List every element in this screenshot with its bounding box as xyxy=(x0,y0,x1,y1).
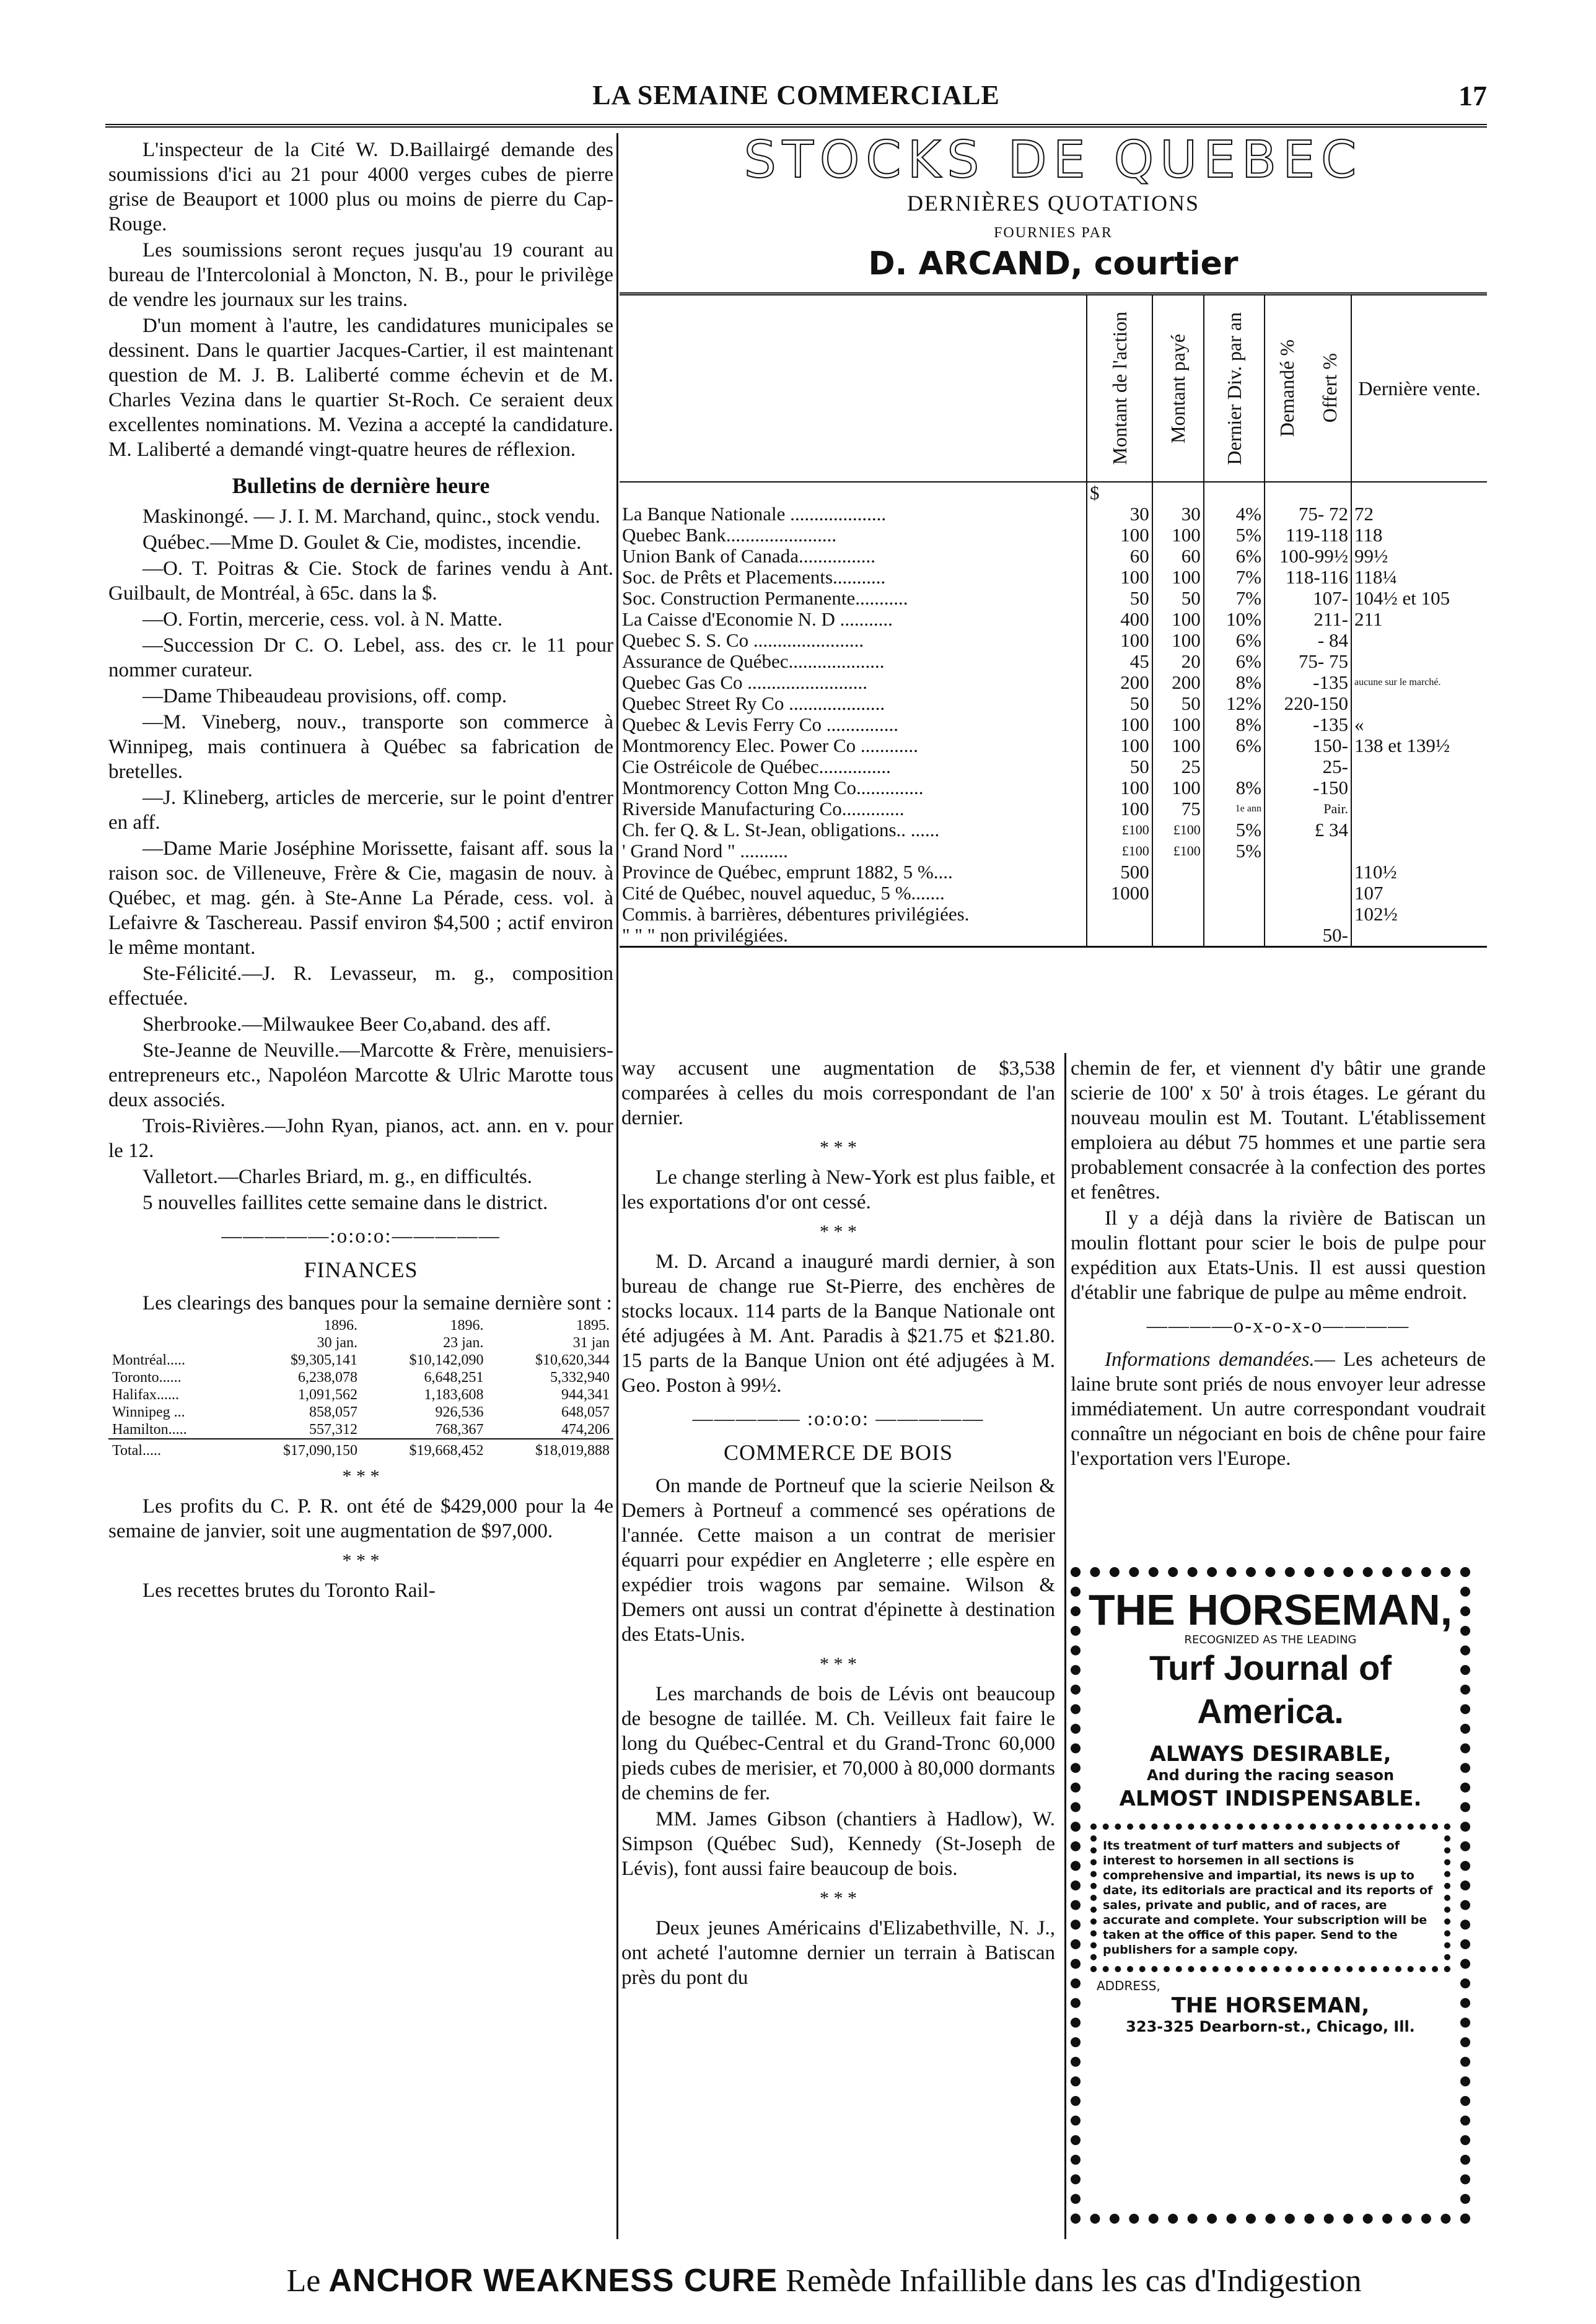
dividende: 10% xyxy=(1204,609,1265,630)
table-row xyxy=(620,672,1487,693)
table-row xyxy=(620,651,1487,672)
bulletin-item: —O. T. Poitras & Cie. Stock de farines vendu à Ant. Guilbault, de Montréal, à 65c. dans la $. xyxy=(108,557,613,605)
demande-offert: £ 34 xyxy=(1265,819,1351,841)
value-cell: 5,332,940 xyxy=(550,1370,610,1386)
page-header xyxy=(105,74,1487,128)
table-row-total xyxy=(108,1439,613,1459)
derniere-vente xyxy=(1351,777,1487,798)
table-row xyxy=(108,1404,613,1421)
stock-name: Quebec & Levis Ferry Co ............... xyxy=(622,714,898,735)
dividende: 6% xyxy=(1204,630,1265,651)
stock-name: ' Grand Nord " .......... xyxy=(622,841,788,862)
stocks-broker: D. ARCAND, courtier xyxy=(868,245,1239,282)
value-cell: 926,536 xyxy=(435,1404,484,1420)
city-cell: Montréal..... xyxy=(112,1352,185,1368)
montant-action: £100 xyxy=(1087,819,1152,841)
derniere-vente xyxy=(1351,798,1487,819)
montant-action: 1000 xyxy=(1087,883,1152,904)
bulletin-item: Ste-Jeanne de Neuville.—Marcotte & Frère, menuisiers-entrepreneurs etc., Napoléon Marcotte & Ulric Marotte tous deux associés. xyxy=(108,1039,613,1111)
table-row xyxy=(620,546,1487,567)
stock-name: La Caisse d'Economie N. D ........... xyxy=(622,609,893,630)
montant-paye xyxy=(1152,883,1204,904)
newspaper-title: LA SEMAINE COMMERCIALE xyxy=(592,80,1000,110)
paragraph: Le change sterling à New-York est plus faible, et les exportations d'or ont cessé. xyxy=(621,1166,1055,1213)
dividende: 12% xyxy=(1204,693,1265,714)
stock-name: Assurance de Québec.................... xyxy=(622,651,885,672)
table-row xyxy=(620,798,1487,819)
stock-name: Montmorency Elec. Power Co ............ xyxy=(622,735,918,756)
stock-name: " " " non privilégiées. xyxy=(622,925,788,946)
montant-action: 100 xyxy=(1087,567,1152,588)
city-cell: Halifax...... xyxy=(112,1387,179,1403)
dividende: 8% xyxy=(1204,714,1265,735)
montant-action: 45 xyxy=(1087,651,1152,672)
demande-offert: 107- xyxy=(1265,588,1351,609)
table-row xyxy=(620,756,1487,777)
year-cell: 1896. xyxy=(323,1317,357,1334)
demande-offert: -150 xyxy=(1265,777,1351,798)
header-label: Dernière vente. xyxy=(1358,377,1481,400)
montant-paye: 100 xyxy=(1152,525,1204,546)
footer-brand: ANCHOR WEAKNESS CURE xyxy=(328,2263,778,2299)
ad-address: 323-325 Dearborn-st., Chicago, Ill. xyxy=(1126,2018,1415,2035)
derniere-vente xyxy=(1351,819,1487,841)
value-cell: 1,091,562 xyxy=(297,1387,357,1403)
demande-offert: 50- xyxy=(1265,925,1351,947)
header-blank xyxy=(620,294,1087,483)
bulletin-item: —Succession Dr C. O. Lebel, ass. des cr. le 11 pour nommer curateur. xyxy=(108,634,613,681)
dividende: 6% xyxy=(1204,546,1265,567)
demande-offert: - 84 xyxy=(1265,630,1351,651)
derniere-vente: « xyxy=(1351,714,1487,735)
stock-name: Quebec Gas Co ......................... xyxy=(622,672,868,693)
stock-name: Ch. fer Q. & L. St-Jean, obligations.. ...... xyxy=(622,819,940,841)
paragraph: Il y a déjà dans la rivière de Batiscan un moulin flottant pour scier le bois de pulpe pour expédition aux Etats-Unis. Il est aussi question d'établir une fabrique de pulpe au même endroit. xyxy=(1071,1207,1486,1304)
derniere-vente: 107 xyxy=(1351,883,1487,904)
demande-offert xyxy=(1265,841,1351,862)
demande-offert xyxy=(1265,862,1351,883)
dividende xyxy=(1204,883,1265,904)
demande-offert: 150- xyxy=(1265,735,1351,756)
value-cell: 557,312 xyxy=(309,1422,357,1438)
demande-offert xyxy=(1265,904,1351,925)
header-dernier-div xyxy=(1204,294,1265,483)
total-label: Total..... xyxy=(108,1439,235,1459)
montant-paye: £100 xyxy=(1152,819,1204,841)
montant-paye: 200 xyxy=(1152,672,1204,693)
dollar-sign: $ xyxy=(1087,482,1152,504)
derniere-vente xyxy=(1351,756,1487,777)
montant-action: 50 xyxy=(1087,693,1152,714)
total-cell: $19,668,452 xyxy=(361,1439,487,1459)
montant-paye: 50 xyxy=(1152,588,1204,609)
derniere-vente: 118¼ xyxy=(1351,567,1487,588)
value-cell: 944,341 xyxy=(561,1387,610,1403)
table-row xyxy=(620,883,1487,904)
header-label: Offert % xyxy=(1318,353,1341,424)
derniere-vente: 211 xyxy=(1351,609,1487,630)
table-row xyxy=(620,630,1487,651)
derniere-vente xyxy=(1351,925,1487,947)
total-cell: $18,019,888 xyxy=(487,1439,613,1459)
demande-offert: -135 xyxy=(1265,714,1351,735)
paragraph: Les profits du C. P. R. ont été de $429,000 pour la 4e semaine de janvier, soit une augmentation de $97,000. xyxy=(108,1495,613,1542)
bulletin-item: Trois-Rivières.—John Ryan, pianos, act. ann. en v. pour le 12. xyxy=(108,1115,613,1162)
stock-name: Montmorency Cotton Mng Co.............. xyxy=(622,777,924,798)
clearings-table xyxy=(108,1317,613,1459)
asterism: * * * xyxy=(342,1466,380,1487)
paragraph: way accusent une augmentation de $3,538 comparées à celles du mois correspondant de l'an dernier. xyxy=(621,1057,1055,1129)
dividende xyxy=(1204,904,1265,925)
value-cell: $10,620,344 xyxy=(535,1352,610,1368)
table-row xyxy=(620,904,1487,925)
ad-journal: Turf Journal of America. xyxy=(1149,1648,1392,1731)
table-row xyxy=(620,567,1487,588)
stocks-by: FOURNIES PAR xyxy=(994,225,1113,241)
footer-post: Remède Infaillible dans les cas d'Indigestion xyxy=(786,2263,1362,2299)
column-rule xyxy=(1064,1053,1066,2239)
city-cell: Toronto...... xyxy=(112,1370,182,1386)
header-derniere-vente xyxy=(1351,294,1487,483)
ad-body: Its treatment of turf matters and subjects of interest to horsemen in all sections is comprehensive and impartial, its news is up to date, its editorials are practical and its reports of sales, private and public, and of races, are accurate and complete. Your subscription will be taken at the office of this paper. Send to the publishers for a sample copy. xyxy=(1090,1824,1450,1972)
stock-name: Soc. Construction Permanente........... xyxy=(622,588,908,609)
table-header-row xyxy=(620,294,1487,483)
table-row xyxy=(620,735,1487,756)
montant-paye: 60 xyxy=(1152,546,1204,567)
ad-recognized: RECOGNIZED AS THE LEADING xyxy=(1184,1633,1357,1646)
stock-name: Quebec Street Ry Co .................... xyxy=(622,693,885,714)
derniere-vente: aucune sur le marché. xyxy=(1351,672,1487,693)
quotations-table xyxy=(620,292,1487,948)
paragraph: D'un moment à l'autre, les candidatures municipales se dessinent. Dans le quartier Jacques-Cartier, il est maintenant question de M. J. B. Laliberté comme échevin et de M. Charles Vezina dans le quartier St-Roch. Ce seraient deux excellentes nominations. M. Vezina a accepté la candidature. M. Laliberté a demandé vingt-quatre heures de réflexion. xyxy=(108,315,613,461)
total-cell: $17,090,150 xyxy=(235,1439,361,1459)
section-heading-bulletins: Bulletins de dernière heure xyxy=(232,473,490,498)
column-right xyxy=(1071,1056,1486,1472)
stock-name: La Banque Nationale .................... xyxy=(622,504,887,525)
derniere-vente xyxy=(1351,651,1487,672)
derniere-vente: 110½ xyxy=(1351,862,1487,883)
year-cell: 1896. xyxy=(450,1317,484,1334)
paragraph-text: — Les acheteurs de laine brute sont priés de nous envoyer leur adresse immédiatement. Un autre correspondant voudrait connaître un négociant en bois de chêne pour faire l'exportation vers l'Europe. xyxy=(1071,1348,1486,1470)
demande-offert: 119-118 xyxy=(1265,525,1351,546)
montant-action: 500 xyxy=(1087,862,1152,883)
column-rule xyxy=(616,133,618,2239)
bulletin-item: —Dame Marie Joséphine Morissette, faisant aff. sous la raison soc. de Villeneuve, Frère & Cie, magasin de nouv. à Québec, et mag. gén. à Ste-Anne La Pérade, cess. vol. à Lefaivre & Taschereau. Passif environ $4,500 ; actif environ le même montant. xyxy=(108,837,613,959)
table-row xyxy=(620,693,1487,714)
dividende: 8% xyxy=(1204,672,1265,693)
stock-name: Cie Ostréicole de Québec............... xyxy=(622,756,891,777)
demande-offert: 75- 75 xyxy=(1265,651,1351,672)
montant-action: 50 xyxy=(1087,588,1152,609)
montant-action: 400 xyxy=(1087,609,1152,630)
table-row xyxy=(108,1317,613,1334)
montant-action: 100 xyxy=(1087,735,1152,756)
separator: ————o-x-o-x-o———— xyxy=(1146,1315,1410,1337)
table-row xyxy=(620,714,1487,735)
value-cell: $9,305,141 xyxy=(290,1352,357,1368)
column-middle xyxy=(621,1056,1055,1991)
dividende: 5% xyxy=(1204,841,1265,862)
bulletin-item: Québec.—Mme D. Goulet & Cie, modistes, incendie. xyxy=(142,531,582,554)
table-row xyxy=(108,1369,613,1386)
derniere-vente: 138 et 139½ xyxy=(1351,735,1487,756)
separator: ————— :o:o:o: ————— xyxy=(692,1408,984,1430)
montant-action: £100 xyxy=(1087,841,1152,862)
demande-offert: -135 xyxy=(1265,672,1351,693)
stock-name: Quebec S. S. Co ....................... xyxy=(622,630,864,651)
stocks-quotations xyxy=(620,133,1487,948)
montant-paye: £100 xyxy=(1152,841,1204,862)
header-label: Demandé % xyxy=(1275,339,1298,437)
header-demande-offert xyxy=(1265,294,1351,483)
demande-offert: 220-150 xyxy=(1265,693,1351,714)
stock-name: Province de Québec, emprunt 1882, 5 %.... xyxy=(622,862,953,883)
table-row xyxy=(620,862,1487,883)
value-cell: 1,183,608 xyxy=(424,1387,484,1403)
montant-action: 30 xyxy=(1087,504,1152,525)
bulletin-item: —M. Vineberg, nouv., transporte son commerce à Winnipeg, mais continuera à Québec sa fabrication de bretelles. xyxy=(108,711,613,783)
asterism: * * * xyxy=(820,1137,857,1158)
stocks-title: STOCKS DE QUEBEC xyxy=(743,131,1363,190)
stock-name: Cité de Québec, nouvel aqueduc, 5 %....... xyxy=(622,883,945,904)
table-row xyxy=(108,1421,613,1439)
derniere-vente: 104½ et 105 xyxy=(1351,588,1487,609)
montant-paye: 30 xyxy=(1152,504,1204,525)
header-label: Dernier Div. par an xyxy=(1222,312,1245,465)
dividende: 8% xyxy=(1204,777,1265,798)
value-cell: 6,238,078 xyxy=(297,1370,357,1386)
demande-offert: 211- xyxy=(1265,609,1351,630)
table-row xyxy=(620,841,1487,862)
derniere-vente: 99½ xyxy=(1351,546,1487,567)
informations-heading: Informations demandées. xyxy=(1105,1348,1315,1371)
dividende: 6% xyxy=(1204,735,1265,756)
montant-paye xyxy=(1152,925,1204,947)
bulletin-item: Ste-Félicité.—J. R. Levasseur, m. g., composition effectuée. xyxy=(108,963,613,1010)
table-row xyxy=(620,482,1487,504)
bulletin-item: —Dame Thibeaudeau provisions, off. comp. xyxy=(142,685,507,707)
montant-action: 50 xyxy=(1087,756,1152,777)
value-cell: 6,648,251 xyxy=(424,1370,484,1386)
paragraph: Deux jeunes Américains d'Elizabethville, N. J., ont acheté l'automne dernier un terrain à Batiscan près du pont du xyxy=(621,1917,1055,1989)
paragraph: Les marchands de bois de Lévis ont beaucoup de besogne de taillée. M. Ch. Veilleux fait faire le long du Québec-Central et du Grand-Tronc 60,000 pieds cubes de merisier, et 70,000 à 80,000 dormants de chemins de fer. xyxy=(621,1683,1055,1804)
date-cell: 31 jan xyxy=(572,1335,610,1351)
montant-paye: 75 xyxy=(1152,798,1204,819)
bulletin-item: Valletort.—Charles Briard, m. g., en difficultés. xyxy=(142,1166,532,1188)
montant-action: 200 xyxy=(1087,672,1152,693)
montant-paye: 100 xyxy=(1152,777,1204,798)
montant-paye: 100 xyxy=(1152,714,1204,735)
paragraph xyxy=(1071,1347,1486,1471)
horseman-advertisement xyxy=(1071,1567,1470,2224)
footer-advertisement xyxy=(273,2262,1375,2299)
bulletin-item: —J. Klineberg, articles de mercerie, sur le point d'entrer en aff. xyxy=(108,787,613,834)
value-cell: 858,057 xyxy=(309,1404,357,1420)
montant-paye: 100 xyxy=(1152,567,1204,588)
header-label: Montant de l'action xyxy=(1108,312,1131,465)
table-row xyxy=(620,819,1487,841)
montant-action xyxy=(1087,904,1152,925)
montant-paye xyxy=(1152,904,1204,925)
stock-name: Riverside Manufacturing Co............. xyxy=(622,798,905,819)
table-row xyxy=(108,1334,613,1352)
dividende: 5% xyxy=(1204,525,1265,546)
ad-address-name: THE HORSEMAN, xyxy=(1171,1993,1370,2018)
separator: —————:o:o:o:————— xyxy=(221,1225,501,1247)
montant-paye xyxy=(1152,862,1204,883)
asterism: * * * xyxy=(820,1888,857,1908)
ad-title: THE HORSEMAN, xyxy=(1088,1586,1453,1634)
stock-name: Union Bank of Canada................ xyxy=(622,546,875,567)
derniere-vente xyxy=(1351,841,1487,862)
asterism: * * * xyxy=(342,1550,380,1571)
header-label: Montant payé xyxy=(1167,333,1190,443)
bulletin-item: 5 nouvelles faillites cette semaine dans le district. xyxy=(142,1192,548,1214)
montant-paye: 50 xyxy=(1152,693,1204,714)
dividende: 7% xyxy=(1204,567,1265,588)
stocks-subtitle: DERNIÈRES QUOTATIONS xyxy=(906,191,1200,216)
dividende: 6% xyxy=(1204,651,1265,672)
table-row xyxy=(620,777,1487,798)
table-row xyxy=(620,609,1487,630)
table-row xyxy=(108,1386,613,1404)
column-left xyxy=(108,138,613,1604)
montant-action: 100 xyxy=(1087,798,1152,819)
dividende xyxy=(1204,756,1265,777)
paragraph: L'inspecteur de la Cité W. D.Baillairgé demande des soumissions d'ici au 21 pour 4000 verges cubes de pierre grise de Beauport et 1000 plus ou moins de pierre du Cap-Rouge. xyxy=(108,139,613,235)
paragraph: MM. James Gibson (chantiers à Hadlow), W. Simpson (Québec Sud), Kennedy (St-Joseph de Lévis), font aussi faire beaucoup de bois. xyxy=(621,1808,1055,1880)
date-cell: 30 jan. xyxy=(317,1335,357,1351)
montant-paye: 100 xyxy=(1152,609,1204,630)
dividende: 4% xyxy=(1204,504,1265,525)
asterism: * * * xyxy=(820,1654,857,1674)
stock-name: Commis. à barrières, débentures privilégiées. xyxy=(622,904,970,925)
paragraph: On mande de Portneuf que la scierie Neilson & Demers à Portneuf a commencé ses opérations de l'année. Cette maison a un contrat de merisier équarri pour expédier en Angleterre ; elle espère en expédier trois wagons par semaine. Wilson & Demers ont aussi un contrat d'épinette à destination des Etats-Unis. xyxy=(621,1475,1055,1646)
stock-name: Quebec Bank....................... xyxy=(622,525,837,546)
quotations-body xyxy=(620,482,1487,947)
derniere-vente xyxy=(1351,693,1487,714)
ad-during: And during the racing season xyxy=(1146,1767,1395,1784)
value-cell: $10,142,090 xyxy=(409,1352,484,1368)
paragraph: M. D. Arcand a inauguré mardi dernier, à son bureau de change rue St-Pierre, des enchères de stocks locaux. 114 parts de la Banque Nationale ont été adjugées à M. Ant. Paradis à $21.75 et $21.80. 15 parts de la Banque Union ont été adjugées à M. Geo. Poston à 99½. xyxy=(621,1251,1055,1397)
bulletin-item: —O. Fortin, mercerie, cess. vol. à N. Matte. xyxy=(142,608,503,631)
montant-action: 100 xyxy=(1087,777,1152,798)
derniere-vente: 102½ xyxy=(1351,904,1487,925)
montant-paye: 25 xyxy=(1152,756,1204,777)
table-row xyxy=(620,525,1487,546)
table-row xyxy=(108,1352,613,1369)
dividende: 7% xyxy=(1204,588,1265,609)
derniere-vente xyxy=(1351,630,1487,651)
bulletin-item: Maskinongé. — J. I. M. Marchand, quinc., stock vendu. xyxy=(142,505,600,528)
year-cell: 1895. xyxy=(576,1317,610,1334)
montant-paye: 100 xyxy=(1152,630,1204,651)
demande-offert: 25- xyxy=(1265,756,1351,777)
page-number: 17 xyxy=(1458,80,1487,111)
date-cell: 23 jan. xyxy=(443,1335,484,1351)
table-row xyxy=(620,588,1487,609)
montant-paye: 100 xyxy=(1152,735,1204,756)
city-cell: Winnipeg ... xyxy=(112,1404,185,1420)
stock-name: Soc. de Prêts et Placements........... xyxy=(622,567,886,588)
table-row xyxy=(620,504,1487,525)
dividende xyxy=(1204,862,1265,883)
footer-pre: Le xyxy=(286,2263,321,2299)
demande-offert: 75- 72 xyxy=(1265,504,1351,525)
derniere-vente: 72 xyxy=(1351,504,1487,525)
value-cell: 474,206 xyxy=(561,1422,610,1438)
ad-always: ALWAYS DESIRABLE, xyxy=(1149,1742,1392,1767)
montant-action xyxy=(1087,925,1152,947)
demande-offert: 100-99½ xyxy=(1265,546,1351,567)
ad-address-label: ADDRESS, xyxy=(1097,1978,1160,1993)
paragraph: Les recettes brutes du Toronto Rail- xyxy=(142,1579,436,1602)
section-heading-finances: FINANCES xyxy=(304,1257,418,1282)
montant-paye: 20 xyxy=(1152,651,1204,672)
table-row xyxy=(620,925,1487,947)
montant-action: 60 xyxy=(1087,546,1152,567)
asterism: * * * xyxy=(820,1221,857,1242)
header-montant-action xyxy=(1087,294,1152,483)
header-montant-paye xyxy=(1152,294,1204,483)
section-heading-bois: COMMERCE DE BOIS xyxy=(723,1440,954,1465)
montant-action: 100 xyxy=(1087,630,1152,651)
demande-offert xyxy=(1265,883,1351,904)
dividende: 5% xyxy=(1204,819,1265,841)
paragraph: Les soumissions seront reçues jusqu'au 19 courant au bureau de l'Intercolonial à Moncton, N. B., pour le privilège de vendre les journaux sur les trains. xyxy=(108,239,613,311)
dividende: 1e ann xyxy=(1204,798,1265,819)
demande-offert: Pair. xyxy=(1265,798,1351,819)
derniere-vente: 118 xyxy=(1351,525,1487,546)
montant-action: 100 xyxy=(1087,714,1152,735)
city-cell: Hamilton..... xyxy=(112,1422,187,1438)
paragraph: chemin de fer, et viennent d'y bâtir une grande scierie de 100' x 50' à trois étages. Le gérant du nouveau moulin est M. Toutant. L'établissement emploiera au début 75 hommes et une partie sera probablement consacrée à la confection des portes et fenêtres. xyxy=(1071,1057,1486,1204)
montant-action: 100 xyxy=(1087,525,1152,546)
demande-offert: 118-116 xyxy=(1265,567,1351,588)
value-cell: 768,367 xyxy=(435,1422,484,1438)
dividende xyxy=(1204,925,1265,947)
ad-almost: ALMOST INDISPENSABLE. xyxy=(1119,1786,1422,1811)
bulletin-item: Sherbrooke.—Milwaukee Beer Co,aband. des aff. xyxy=(142,1013,551,1036)
paragraph: Les clearings des banques pour la semaine dernière sont : xyxy=(142,1292,612,1314)
value-cell: 648,057 xyxy=(561,1404,610,1420)
